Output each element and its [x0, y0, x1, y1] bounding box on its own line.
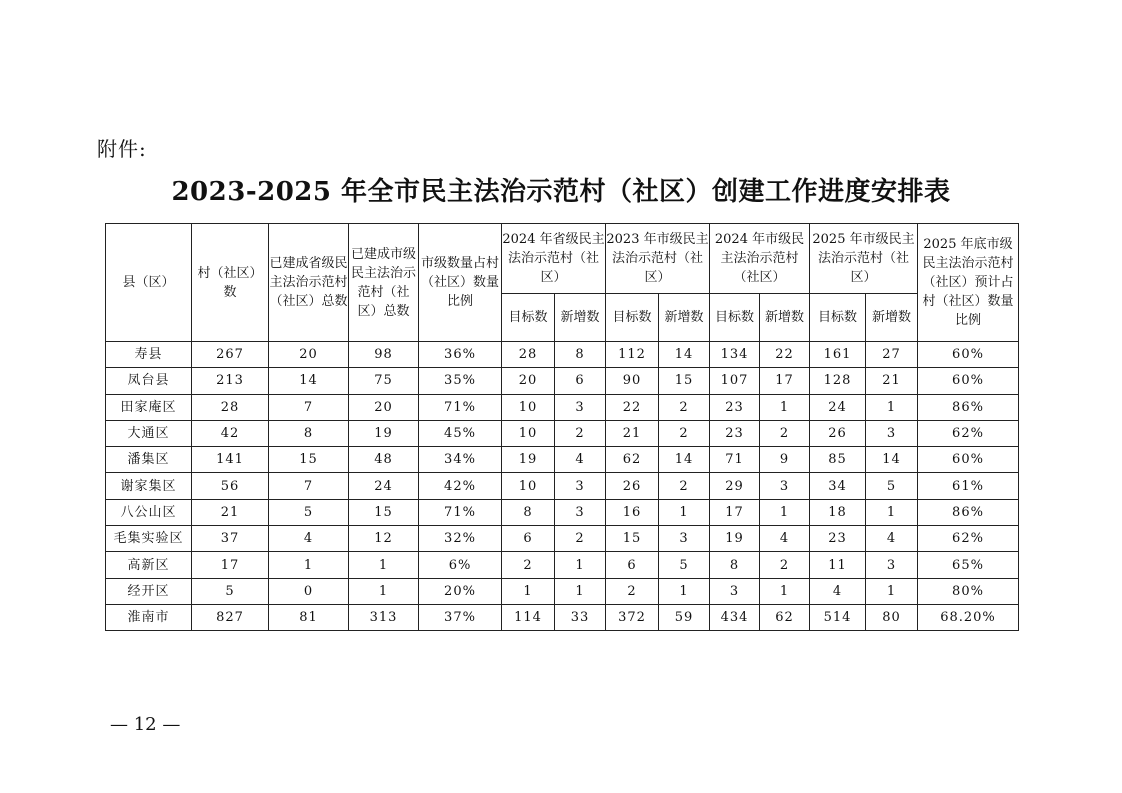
table-cell: 4 [810, 578, 866, 604]
table-cell: 21 [866, 368, 918, 394]
table-cell: 1 [269, 552, 349, 578]
table-cell: 86% [918, 499, 1019, 525]
table-cell: 2 [555, 420, 606, 446]
table-cell: 161 [810, 342, 866, 368]
county-name-cell: 高新区 [106, 552, 192, 578]
table-row [106, 368, 1019, 394]
table-cell: 1 [866, 394, 918, 420]
table-cell: 42 [192, 420, 269, 446]
table-cell: 8 [502, 499, 555, 525]
table-cell: 19 [349, 420, 419, 446]
table-cell: 14 [269, 368, 349, 394]
table-row [106, 342, 1019, 368]
table-cell: 128 [810, 368, 866, 394]
table-cell: 267 [192, 342, 269, 368]
table-cell: 71% [419, 499, 502, 525]
table-cell: 20% [419, 578, 502, 604]
table-cell: 60% [918, 447, 1019, 473]
table-cell: 24 [810, 394, 866, 420]
header-villages: 村（社区）数 [192, 224, 269, 342]
table-cell: 9 [760, 447, 810, 473]
table-cell: 14 [659, 447, 710, 473]
table-cell: 1 [349, 578, 419, 604]
table-cell: 24 [349, 473, 419, 499]
table-cell: 20 [349, 394, 419, 420]
table-cell: 2 [555, 526, 606, 552]
subheader-new: 新增数 [866, 294, 918, 342]
table-cell: 213 [192, 368, 269, 394]
table-cell: 15 [659, 368, 710, 394]
table-cell: 28 [192, 394, 269, 420]
table-cell: 62 [760, 604, 810, 630]
table-cell: 15 [606, 526, 659, 552]
table-cell: 48 [349, 447, 419, 473]
table-cell: 8 [710, 552, 760, 578]
county-name-cell: 寿县 [106, 342, 192, 368]
table-cell: 3 [555, 394, 606, 420]
table-cell: 5 [866, 473, 918, 499]
table-body [106, 342, 1019, 631]
table-cell: 12 [349, 526, 419, 552]
table-cell: 3 [710, 578, 760, 604]
county-name-cell: 淮南市 [106, 604, 192, 630]
table-cell: 34% [419, 447, 502, 473]
table-cell: 17 [760, 368, 810, 394]
table-cell: 10 [502, 394, 555, 420]
table-cell: 2 [659, 473, 710, 499]
table-cell: 4 [866, 526, 918, 552]
table-cell: 6 [606, 552, 659, 578]
table-cell: 5 [192, 578, 269, 604]
table-cell: 27 [866, 342, 918, 368]
table-cell: 1 [760, 394, 810, 420]
table-cell: 134 [710, 342, 760, 368]
table-cell: 81 [269, 604, 349, 630]
table-cell: 5 [269, 499, 349, 525]
table-cell: 90 [606, 368, 659, 394]
table-cell: 68.20% [918, 604, 1019, 630]
table-row [106, 578, 1019, 604]
table-cell: 98 [349, 342, 419, 368]
table-cell: 19 [502, 447, 555, 473]
header-ratio-2025: 2025 年底市级民主法治示范村（社区）预计占村（社区）数量比例 [918, 224, 1019, 342]
table-cell: 86% [918, 394, 1019, 420]
table-cell: 14 [659, 342, 710, 368]
table-cell: 1 [349, 552, 419, 578]
table-cell: 22 [760, 342, 810, 368]
table-cell: 45% [419, 420, 502, 446]
table-cell: 37 [192, 526, 269, 552]
table-cell: 6 [555, 368, 606, 394]
table-cell: 4 [555, 447, 606, 473]
table-cell: 23 [710, 394, 760, 420]
page-title: 2023-2025 年全市民主法治示范村（社区）创建工作进度安排表 [171, 177, 951, 207]
table-cell: 372 [606, 604, 659, 630]
table-cell: 14 [866, 447, 918, 473]
table-cell: 21 [192, 499, 269, 525]
table-cell: 112 [606, 342, 659, 368]
county-name-cell: 毛集实验区 [106, 526, 192, 552]
table-cell: 2 [502, 552, 555, 578]
table-cell: 62% [918, 420, 1019, 446]
table-cell: 16 [606, 499, 659, 525]
county-name-cell: 经开区 [106, 578, 192, 604]
table-cell: 6 [502, 526, 555, 552]
table-row [106, 447, 1019, 473]
table-cell: 22 [606, 394, 659, 420]
table-cell: 1 [659, 499, 710, 525]
table-cell: 21 [606, 420, 659, 446]
table-cell: 62% [918, 526, 1019, 552]
table-cell: 59 [659, 604, 710, 630]
table-cell: 80% [918, 578, 1019, 604]
table-cell: 56 [192, 473, 269, 499]
table-cell: 1 [760, 499, 810, 525]
table-cell: 2 [760, 420, 810, 446]
table-cell: 42% [419, 473, 502, 499]
table-row [106, 420, 1019, 446]
table-cell: 3 [866, 420, 918, 446]
table-cell: 1 [659, 578, 710, 604]
table-cell: 19 [710, 526, 760, 552]
table-cell: 32% [419, 526, 502, 552]
table-cell: 3 [760, 473, 810, 499]
table-cell: 60% [918, 368, 1019, 394]
table-cell: 514 [810, 604, 866, 630]
table-row [106, 552, 1019, 578]
header-city-2025: 2025 年市级民主法治示范村（社区） [810, 224, 918, 294]
table-cell: 2 [606, 578, 659, 604]
table-cell: 34 [810, 473, 866, 499]
table-cell: 434 [710, 604, 760, 630]
table-cell: 0 [269, 578, 349, 604]
table-cell: 18 [810, 499, 866, 525]
table-cell: 35% [419, 368, 502, 394]
table-cell: 1 [502, 578, 555, 604]
table-cell: 5 [659, 552, 710, 578]
table-cell: 6% [419, 552, 502, 578]
table-cell: 37% [419, 604, 502, 630]
table-cell: 26 [606, 473, 659, 499]
table-cell: 23 [810, 526, 866, 552]
header-city-2023: 2023 年市级民主法治示范村（社区） [606, 224, 710, 294]
table-cell: 4 [760, 526, 810, 552]
subheader-new: 新增数 [659, 294, 710, 342]
table-cell: 1 [555, 578, 606, 604]
header-provincial-2024: 2024 年省级民主法治示范村（社区） [502, 224, 606, 294]
county-name-cell: 田家庵区 [106, 394, 192, 420]
table-cell: 10 [502, 420, 555, 446]
header-county: 县（区） [106, 224, 192, 342]
subheader-target: 目标数 [606, 294, 659, 342]
table-cell: 2 [760, 552, 810, 578]
attachment-label: 附件: [97, 137, 147, 161]
table-cell: 3 [555, 499, 606, 525]
table-cell: 7 [269, 394, 349, 420]
table-cell: 8 [555, 342, 606, 368]
table-cell: 11 [810, 552, 866, 578]
header-built-city: 已建成市级民主法治示范村（社区）总数 [349, 224, 419, 342]
county-name-cell: 凤台县 [106, 368, 192, 394]
subheader-new: 新增数 [760, 294, 810, 342]
table-cell: 15 [269, 447, 349, 473]
table-cell: 4 [269, 526, 349, 552]
table-cell: 17 [710, 499, 760, 525]
table-cell: 17 [192, 552, 269, 578]
table-cell: 29 [710, 473, 760, 499]
page-number: — 12 — [110, 714, 181, 735]
table-cell: 33 [555, 604, 606, 630]
table-cell: 65% [918, 552, 1019, 578]
table-cell: 15 [349, 499, 419, 525]
table-cell: 3 [555, 473, 606, 499]
subheader-new: 新增数 [555, 294, 606, 342]
table-cell: 2 [659, 420, 710, 446]
table-cell: 75 [349, 368, 419, 394]
county-name-cell: 谢家集区 [106, 473, 192, 499]
table-row [106, 526, 1019, 552]
table-cell: 71% [419, 394, 502, 420]
county-name-cell: 八公山区 [106, 499, 192, 525]
county-name-cell: 潘集区 [106, 447, 192, 473]
table-cell: 60% [918, 342, 1019, 368]
table-cell: 36% [419, 342, 502, 368]
table-cell: 141 [192, 447, 269, 473]
table-cell: 20 [269, 342, 349, 368]
subheader-target: 目标数 [810, 294, 866, 342]
table-cell: 80 [866, 604, 918, 630]
table-cell: 3 [866, 552, 918, 578]
table-cell: 26 [810, 420, 866, 446]
table-cell: 62 [606, 447, 659, 473]
table-cell: 1 [866, 499, 918, 525]
table-row [106, 394, 1019, 420]
table-cell: 107 [710, 368, 760, 394]
table-cell: 114 [502, 604, 555, 630]
table-cell: 71 [710, 447, 760, 473]
table-cell: 3 [659, 526, 710, 552]
subheader-target: 目标数 [710, 294, 760, 342]
table-cell: 20 [502, 368, 555, 394]
table-row [106, 604, 1019, 630]
table-cell: 10 [502, 473, 555, 499]
table-cell: 8 [269, 420, 349, 446]
table-row [106, 499, 1019, 525]
header-city-2024: 2024 年市级民主法治示范村（社区） [710, 224, 810, 294]
table-cell: 827 [192, 604, 269, 630]
table-cell: 7 [269, 473, 349, 499]
table-cell: 1 [866, 578, 918, 604]
table-cell: 23 [710, 420, 760, 446]
table-cell: 1 [760, 578, 810, 604]
table-cell: 28 [502, 342, 555, 368]
table-cell: 2 [659, 394, 710, 420]
header-built-provincial: 已建成省级民主法治示范村（社区）总数 [269, 224, 349, 342]
table-cell: 313 [349, 604, 419, 630]
table-cell: 1 [555, 552, 606, 578]
county-name-cell: 大通区 [106, 420, 192, 446]
table-row [106, 473, 1019, 499]
header-city-ratio: 市级数量占村（社区）数量比例 [419, 224, 502, 342]
subheader-target: 目标数 [502, 294, 555, 342]
schedule-table [105, 223, 1019, 631]
table-cell: 85 [810, 447, 866, 473]
table-cell: 61% [918, 473, 1019, 499]
